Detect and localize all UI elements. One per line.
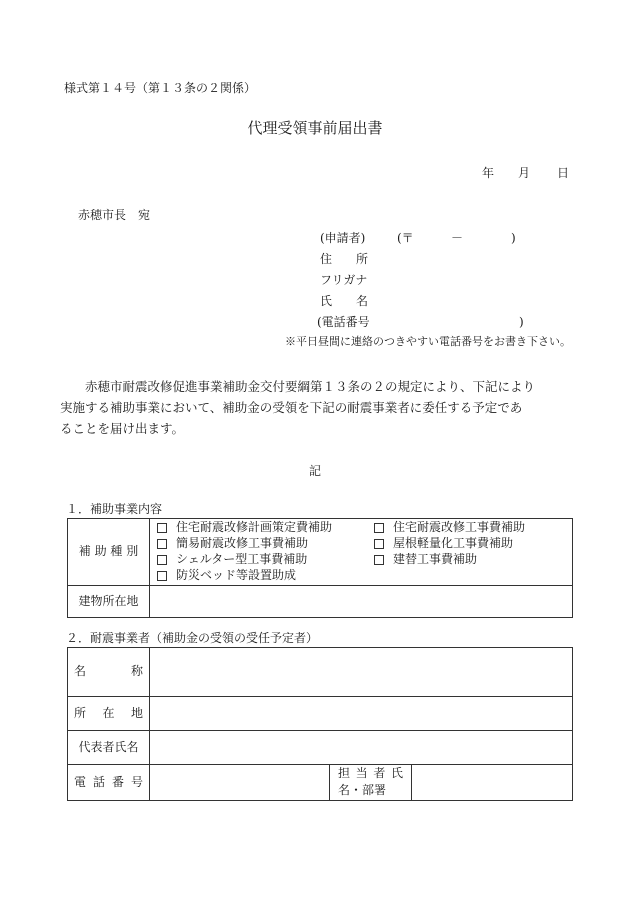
applicant-label: (申請者) [320,231,366,245]
building-location-field[interactable] [150,586,573,618]
contractor-tel-label: 電 話 番 号 [68,765,150,801]
date-day-label: 日 [557,166,570,180]
subsidy-type-options [150,519,573,586]
representative-name-label: 代表者氏名 [68,731,150,765]
checkbox-icon[interactable] [157,539,167,549]
contractor-name-field[interactable] [150,648,573,697]
tel-note: ※平日昼間に連絡のつきやすい電話番号をお書き下さい。 [285,335,571,348]
option-rebuild-subsidy[interactable]: 建替工事費補助 [373,552,477,568]
document-title: 代理受領事前届出書 [247,119,383,137]
checkbox-icon[interactable] [374,555,384,565]
checkbox-icon[interactable] [374,523,384,533]
tel-close: ) [519,315,524,329]
representative-name-field[interactable] [150,731,573,765]
subsidy-content-table [67,518,573,618]
contractor-address-label: 所 在 地 [68,697,150,731]
ki-heading: 記 [308,464,321,478]
subsidy-type-label: 補 助 種 別 [68,519,150,586]
checkbox-icon[interactable] [374,539,384,549]
date-year-label: 年 [482,166,495,180]
section1-title: １．補助事業内容 [66,502,163,516]
postal-dash: － [451,231,464,245]
checkbox-icon[interactable] [157,523,167,533]
body-line-1: 赤穂市耐震改修促進事業補助金交付要綱第１３条の２の規定により、下記により [60,379,536,394]
building-location-label: 建物所在地 [68,586,150,618]
contractor-address-field[interactable] [150,697,573,731]
option-shelter-subsidy[interactable]: シェルター型工事費補助 [156,552,373,568]
form-number: 様式第１４号（第１３条の２関係） [64,81,257,95]
furigana-label: フリガナ [320,273,368,287]
postal-open: (〒 [397,231,414,245]
name-label: 氏 名 [320,294,369,308]
body-line-2: 実施する補助事業において、補助金の受領を下記の耐震事業者に委任する予定であ [60,400,523,415]
addressee: 赤穂市長 宛 [78,208,151,222]
section2-title: ２．耐震事業者（補助金の受領の受任予定者） [66,631,319,645]
checkbox-icon[interactable] [157,555,167,565]
option-bed-subsidy[interactable]: 防災ベッド等設置助成 [156,568,373,584]
contractor-table [67,647,573,801]
option-roof-lightening-subsidy[interactable]: 屋根軽量化工事費補助 [373,536,513,552]
postal-close: ) [511,231,516,245]
address-label: 住 所 [320,252,369,266]
contractor-name-label: 名 称 [68,648,150,697]
body-line-3: ることを届け出ます。 [60,421,185,436]
contact-person-label: 担 当 者 氏 名・部署 [330,765,412,801]
contact-person-field[interactable] [412,765,573,801]
contractor-tel-field[interactable] [150,765,330,801]
checkbox-icon[interactable] [157,571,167,581]
option-retrofit-subsidy[interactable]: 住宅耐震改修工事費補助 [373,520,525,536]
option-simple-retrofit-subsidy[interactable]: 簡易耐震改修工事費補助 [156,536,373,552]
date-month-label: 月 [518,166,531,180]
tel-label: (電話番号 [317,315,370,329]
option-plan-subsidy[interactable]: 住宅耐震改修計画策定費補助 [156,520,373,536]
